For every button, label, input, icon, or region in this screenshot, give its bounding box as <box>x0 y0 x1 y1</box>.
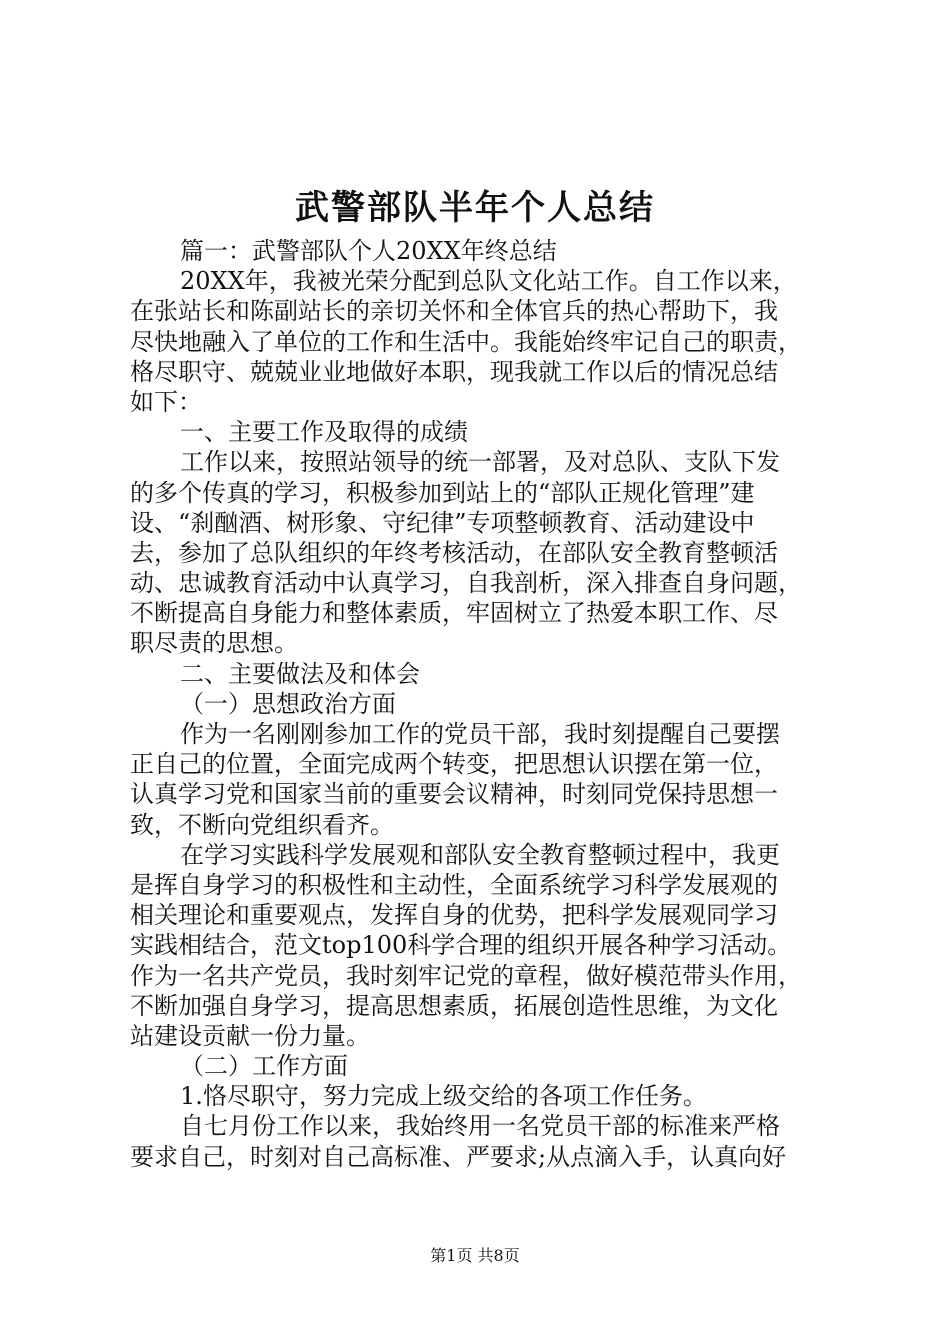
text-line: 实践相结合，范文top100科学合理的组织开展各种学习活动。 <box>130 931 792 960</box>
text-line: 二、主要做法及和体会 <box>180 659 420 688</box>
text-line: 致，不断向党组织看齐。 <box>130 810 394 839</box>
text-line: 职尽责的思想。 <box>130 629 298 658</box>
text-line: 20XX年，我被光荣分配到总队文化站工作。自工作以来， <box>180 267 797 296</box>
text-line: 的多个传真的学习，积极参加到站上的“部队正规化管理”建 <box>130 478 755 507</box>
text-line: 1.恪尽职守，努力完成上级交给的各项工作任务。 <box>180 1082 707 1111</box>
text-line: 在学习实践科学发展观和部队安全教育整顿过程中，我更 <box>180 840 780 869</box>
text-line: 要求自己，时刻对自己高标准、严要求;从点滴入手，认真向好 <box>130 1142 787 1171</box>
text-line: 设、“刹酗酒、树形象、守纪律”专项整顿教育、活动建设中 <box>130 508 755 537</box>
text-line: 站建设贡献一份力量。 <box>130 1021 370 1050</box>
text-line: 不断提高自身能力和整体素质，牢固树立了热爱本职工作、尽 <box>130 599 778 628</box>
document-body <box>130 236 840 1172</box>
text-line: 作为一名共产党员，我时刻牢记党的章程，做好模范带头作用， <box>130 961 802 990</box>
text-line: 篇一：武警部队个人20XX年终总结 <box>180 237 557 265</box>
document-title: 武警部队半年个人总结 <box>295 188 655 228</box>
text-line: 认真学习党和国家当前的重要会议精神，时刻同党保持思想一 <box>130 780 778 809</box>
text-line: 相关理论和重要观点，发挥自身的优势，把科学发展观同学习 <box>130 901 778 930</box>
text-line: 不断加强自身学习，提高思想素质，拓展创造性思维，为文化 <box>130 991 778 1020</box>
text-line: 自七月份工作以来，我始终用一名党员干部的标准来严格 <box>180 1112 780 1141</box>
text-line: 在张站长和陈副站长的亲切关怀和全体官兵的热心帮助下，我 <box>130 297 778 326</box>
text-line: 去，参加了总队组织的年终考核活动，在部队安全教育整顿活 <box>130 538 778 567</box>
text-line: 格尽职守、兢兢业业地做好本职，现我就工作以后的情况总结 <box>130 357 778 386</box>
text-line: 作为一名刚刚参加工作的党员干部，我时刻提醒自己要摆 <box>180 720 780 748</box>
text-line: 动、忠诚教育活动中认真学习，自我剖析，深入排查自身问题， <box>130 569 802 598</box>
text-line: 如下： <box>130 387 202 416</box>
text-line: 尽快地融入了单位的工作和生活中。我能始终牢记自己的职责， <box>130 327 802 356</box>
text-line: （一）思想政治方面 <box>180 689 396 718</box>
text-line: 一、主要工作及取得的成绩 <box>180 418 468 447</box>
text-line: 正自己的位置，全面完成两个转变，把思想认识摆在第一位， <box>130 750 778 779</box>
page-footer: 第1页 共8页 <box>430 1246 520 1265</box>
text-line: 工作以来，按照站领导的统一部署，及对总队、支队下发 <box>180 448 780 477</box>
text-line: 是挥自身学习的积极性和主动性，全面系统学习科学发展观的 <box>130 870 778 899</box>
text-line: （二）工作方面 <box>180 1052 348 1081</box>
